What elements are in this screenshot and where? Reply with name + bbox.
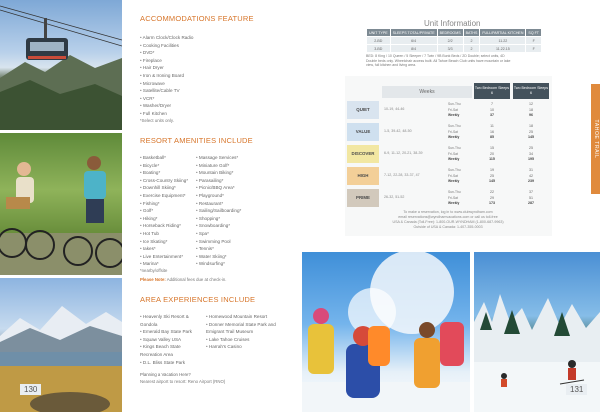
- please-note-label: Please Note:: [140, 277, 166, 282]
- weeks-header: Weeks: [382, 86, 472, 98]
- list-item: • Miniature Golf*: [196, 162, 241, 170]
- list-item: • Sailing/Sailboarding*: [196, 207, 241, 215]
- list-item: • Playground*: [196, 192, 241, 200]
- day-type: Weekly: [448, 179, 460, 184]
- list-item: • Heavenly Ski Resort & Gondola: [140, 313, 196, 328]
- points-column: [513, 102, 549, 119]
- list-item: • Marina*: [140, 260, 188, 268]
- area-experiences-list-1: [140, 313, 196, 366]
- reservation-line: To make a reservation, log in to www.clubwyndham.com: [403, 210, 493, 214]
- points-value: 85: [490, 135, 494, 140]
- list-item: • Washer/Dryer: [140, 102, 193, 110]
- area-experiences-list-2: [206, 313, 278, 351]
- points-value: 12: [529, 102, 533, 106]
- cyclists-photo: [0, 133, 122, 275]
- unit-cell: F: [526, 45, 542, 53]
- unit-cell: 2: [463, 37, 480, 45]
- day-type: Fri-Sat: [448, 151, 458, 156]
- resort-amenities-title: RESORT AMENITIES INCLUDE: [140, 136, 253, 145]
- list-item: • Iakes*: [140, 245, 188, 253]
- points-value: 96: [529, 113, 533, 118]
- day-type: Weekly: [448, 113, 460, 118]
- points-column: [474, 146, 510, 163]
- list-item: • Horseback Riding*: [140, 222, 188, 230]
- unit-header: FULL/PARTIAL KITCHEN: [480, 29, 526, 37]
- reservation-line: email reservations@wyndhamvacations.com or call us toll-free: [398, 215, 498, 219]
- list-item: • Hair Dryer: [140, 64, 193, 72]
- list-item: • Cooking Facilities: [140, 42, 193, 50]
- points-column: [474, 102, 510, 119]
- day-type: Weekly: [448, 135, 460, 140]
- list-item: • Full Kitchen: [140, 110, 193, 118]
- please-note-text: Additional fees due at check-in.: [166, 277, 227, 282]
- points-value: 145: [489, 179, 495, 184]
- aerial-tram-photo: [0, 0, 122, 130]
- list-item: • Windsurfing*: [196, 260, 241, 268]
- list-item: • Emerald Bay State Park: [140, 328, 196, 336]
- season-label: QUIET: [347, 101, 379, 119]
- points-value: 19: [490, 168, 494, 172]
- reservation-line: USA & Canada (Toll-Free): 1-800-OUR-WYNDHAM (1-800-687-9963): [392, 220, 504, 224]
- list-item: • Donner Memorial State Park and Emigrant Trail Museum: [206, 321, 278, 336]
- points-value: 239: [528, 179, 534, 184]
- points-value: 20: [490, 151, 494, 156]
- list-item: • Tennis*: [196, 245, 241, 253]
- day-type: Fri-Sat: [448, 195, 458, 200]
- side-tab: [591, 84, 600, 194]
- list-item: • Ice Skating*: [140, 238, 188, 246]
- points-value: 18: [529, 124, 533, 128]
- list-item: • Mountain Biking*: [196, 169, 241, 177]
- list-item: • Parasailing*: [196, 177, 241, 185]
- season-dates: 26-32, 51-52: [384, 195, 405, 199]
- list-item: • Exercise Equipment*: [140, 192, 188, 200]
- season-label: DISCOVER: [347, 145, 379, 163]
- list-item: • Restaurant*: [196, 200, 241, 208]
- points-value: 115: [489, 157, 495, 162]
- unit-information-title: Unit Information: [424, 19, 481, 28]
- mountain-lake-photo: [0, 278, 122, 412]
- day-type: Sun-Thu: [448, 168, 461, 172]
- list-item: • DVD*: [140, 49, 193, 57]
- points-value: 18: [529, 107, 533, 112]
- day-type: Sun-Thu: [448, 190, 461, 194]
- list-item: • Kings Beach State Recreation Area: [140, 343, 196, 358]
- points-column: [474, 124, 510, 141]
- day-type: Fri-Sat: [448, 107, 458, 112]
- reservation-line: Outside of USA & Canada: 1-407-355-0003: [413, 225, 483, 229]
- points-value: 31: [529, 168, 533, 172]
- accommodations-title: ACCOMMODATIONS FEATURE: [140, 14, 254, 23]
- list-item: • Downhill Skiing*: [140, 184, 188, 192]
- day-type: Fri-Sat: [448, 173, 458, 178]
- season-dates: 1-5, 39-42, 48-50: [384, 129, 412, 133]
- unit-cell: 11.22.15: [480, 45, 526, 53]
- season-label: PRIME: [347, 189, 379, 207]
- unit-cell: 2/2: [437, 37, 463, 45]
- list-item: • Alarm Clock/Clock Radio: [140, 34, 193, 42]
- list-item: • Cross-Country Skiing*: [140, 177, 188, 185]
- season-dates: 7-12, 22-28, 33-37, 47: [384, 173, 420, 177]
- season-label: VALUE: [347, 123, 379, 141]
- points-column: [513, 190, 549, 207]
- list-item: • D.L. Bliss State Park: [140, 359, 196, 367]
- list-item: • Lake Tahoe Cruises: [206, 336, 278, 344]
- unit-cell: 6/4: [390, 37, 437, 45]
- points-column: [513, 124, 549, 141]
- points-column: [474, 168, 510, 185]
- snow-play-photo: [302, 252, 470, 412]
- season-dates: 6-9, 11-12, 20-21, 38-39: [384, 151, 423, 155]
- unit-cell: 11.22: [480, 37, 526, 45]
- list-item: • Swimming Pool: [196, 238, 241, 246]
- list-item: • VCR*: [140, 95, 193, 103]
- season-label: HIGH: [347, 167, 379, 185]
- points-value: 145: [528, 135, 534, 140]
- list-item: • Water Skiing*: [196, 253, 241, 261]
- list-item: • Spa*: [196, 230, 241, 238]
- points-column: [513, 146, 549, 163]
- unit-column-header: Two Bedroom Sleeps 6: [474, 83, 510, 99]
- list-item: • Basketball*: [140, 154, 188, 162]
- unit-header: UNIT TYPE: [367, 29, 391, 37]
- points-value: 173: [489, 201, 495, 206]
- resort-amenities-list-1: [140, 154, 188, 268]
- list-item: • Bicycle*: [140, 162, 188, 170]
- list-item: • Snowboarding*: [196, 222, 241, 230]
- please-note: [140, 277, 226, 283]
- day-type: Sun-Thu: [448, 146, 461, 150]
- unit-column-header: Two Bedroom Sleeps 6: [513, 83, 549, 99]
- list-item: • Homewood Mountain Resort: [206, 313, 278, 321]
- table-row: [367, 45, 542, 53]
- select-units-note: *Select units only.: [140, 118, 174, 123]
- unit-cell: 2-BD: [367, 37, 391, 45]
- list-item: • Fishing*: [140, 200, 188, 208]
- list-item: • Hiking*: [140, 215, 188, 223]
- list-item: • Shopping*: [196, 215, 241, 223]
- unit-information-note: BED: 8 King / 10 Queen / 5 Sleeper / 7 Twin / 9B Bunk Beds / 2D Double; select units, 4D Double beds only. Wheelchair access built. All Tahoe Beach Club units have mountain or lake view, full kitchen and living area.: [366, 54, 511, 68]
- page-number-right: 131: [566, 384, 587, 395]
- season-dates: 10-19, 44-46: [384, 107, 405, 111]
- list-item: • Satellite/Cable TV: [140, 87, 193, 95]
- unit-header: BATHS: [463, 29, 480, 37]
- nearest-airport-note: Nearest airport to resort: Reno Airport (RNO): [140, 379, 226, 384]
- unit-header: SLEEPS TOTAL/PRIVATE: [390, 29, 437, 37]
- list-item: • Hot Tub: [140, 230, 188, 238]
- points-value: 37: [529, 190, 533, 194]
- points-value: 10: [490, 107, 494, 112]
- points-value: 11: [490, 124, 494, 128]
- points-value: 25: [529, 146, 533, 150]
- list-item: • Picnic/BBQ Area*: [196, 184, 241, 192]
- unit-cell: F: [526, 37, 542, 45]
- unit-cell: 3/3: [437, 45, 463, 53]
- points-value: 195: [528, 157, 534, 162]
- points-value: 29: [490, 195, 494, 200]
- points-value: 287: [528, 201, 534, 206]
- points-value: 37: [490, 113, 494, 118]
- points-value: 51: [529, 195, 533, 200]
- side-tab-label: TAHOE TRAIL: [592, 119, 599, 159]
- reservation-info: [348, 210, 548, 230]
- points-value: 25: [529, 129, 533, 134]
- list-item: • Squaw Valley USA: [140, 336, 196, 344]
- points-column: [474, 190, 510, 207]
- accommodations-list: [140, 34, 193, 118]
- unit-cell: 2: [463, 45, 480, 53]
- points-value: 42: [529, 173, 533, 178]
- points-value: 34: [529, 151, 533, 156]
- day-type: Fri-Sat: [448, 129, 458, 134]
- unit-header: BEDROOMS: [437, 29, 463, 37]
- list-item: • Iron & Ironing Board: [140, 72, 193, 80]
- list-item: • Fireplace: [140, 57, 193, 65]
- vacation-note-heading: Planning a Vacation Here?: [140, 372, 191, 377]
- points-value: 16: [490, 129, 494, 134]
- list-item: • Massage Services*: [196, 154, 241, 162]
- day-type: Weekly: [448, 157, 460, 162]
- nearby-note: *nearby/offsite: [140, 268, 168, 273]
- list-item: • Golf*: [140, 207, 188, 215]
- list-item: • Microwave: [140, 80, 193, 88]
- points-value: 25: [490, 173, 494, 178]
- points-value: 7: [491, 102, 493, 106]
- list-item: • Boating*: [140, 169, 188, 177]
- table-row: [367, 37, 542, 45]
- points-value: 15: [490, 146, 494, 150]
- points-value: 22: [490, 190, 494, 194]
- page-number-left: 130: [20, 384, 41, 395]
- day-type: Sun-Thu: [448, 102, 461, 106]
- list-item: • Live Entertainment*: [140, 253, 188, 261]
- resort-amenities-list-2: [196, 154, 241, 268]
- unit-cell: 8/4: [390, 45, 437, 53]
- day-type: Sun-Thu: [448, 124, 461, 128]
- list-item: • Harrah's Casino: [206, 343, 278, 351]
- points-column: [513, 168, 549, 185]
- unit-header: SQ FT: [526, 29, 542, 37]
- unit-information-table: [366, 28, 542, 53]
- unit-cell: 3-BD: [367, 45, 391, 53]
- day-type: Weekly: [448, 201, 460, 206]
- area-experiences-title: AREA EXPERIENCES INCLUDE: [140, 295, 256, 304]
